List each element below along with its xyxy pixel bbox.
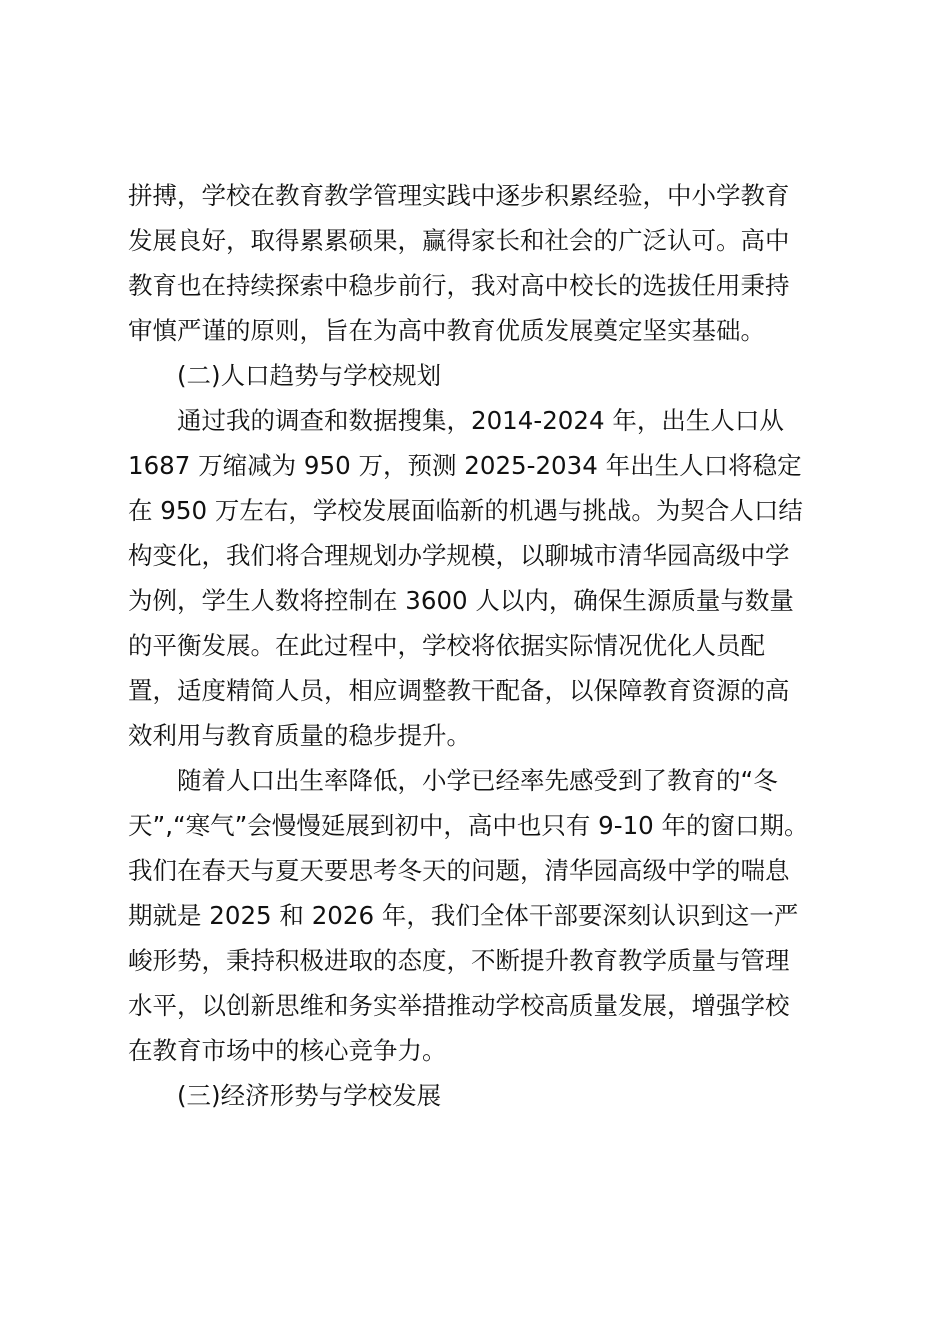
body-line: 构变化，我们将合理规划办学规模，以聊城市清华园高级中学: [128, 541, 790, 570]
body-line: 在 950 万左右，学校发展面临新的机遇与挑战。为契合人口结: [128, 496, 803, 525]
body-line: 我们在春天与夏天要思考冬天的问题，清华园高级中学的喘息: [128, 856, 790, 885]
section-heading: (二)人口趋势与学校规划: [177, 361, 442, 390]
body-line: 置，适度精简人员，相应调整教干配备，以保障教育资源的高: [128, 676, 790, 705]
body-line: 期就是 2025 和 2026 年，我们全体干部要深刻认识到这一严: [128, 901, 799, 930]
paragraph-start-line: 通过我的调查和数据搜集，2014-2024 年，出生人口从: [177, 406, 784, 435]
body-line: 教育也在持续探索中稳步前行，我对高中校长的选拔任用秉持: [128, 271, 790, 300]
body-line: 拼搏，学校在教育教学管理实践中逐步积累经验，中小学教育: [128, 181, 790, 210]
section-heading: (三)经济形势与学校发展: [177, 1081, 442, 1110]
body-line: 水平，以创新思维和务实举措推动学校高质量发展，增强学校: [128, 991, 790, 1020]
body-line: 审慎严谨的原则，旨在为高中教育优质发展奠定坚实基础。: [128, 316, 765, 345]
body-line: 发展良好，取得累累硕果，赢得家长和社会的广泛认可。高中: [128, 226, 790, 255]
body-line: 峻形势，秉持积极进取的态度，不断提升教育教学质量与管理: [128, 946, 790, 975]
body-line: 在教育市场中的核心竞争力。: [128, 1036, 447, 1065]
body-line: 1687 万缩减为 950 万，预测 2025-2034 年出生人口将稳定: [128, 451, 802, 480]
body-line: 天”,“寒气”会慢慢延展到初中，高中也只有 9-10 年的窗口期。: [128, 811, 809, 840]
body-line: 效利用与教育质量的稳步提升。: [128, 721, 471, 750]
body-line: 为例，学生人数将控制在 3600 人以内，确保生源质量与数量: [128, 586, 794, 615]
body-line: 的平衡发展。在此过程中，学校将依据实际情况优化人员配: [128, 631, 765, 660]
paragraph-start-line: 随着人口出生率降低，小学已经率先感受到了教育的“冬: [177, 766, 778, 795]
